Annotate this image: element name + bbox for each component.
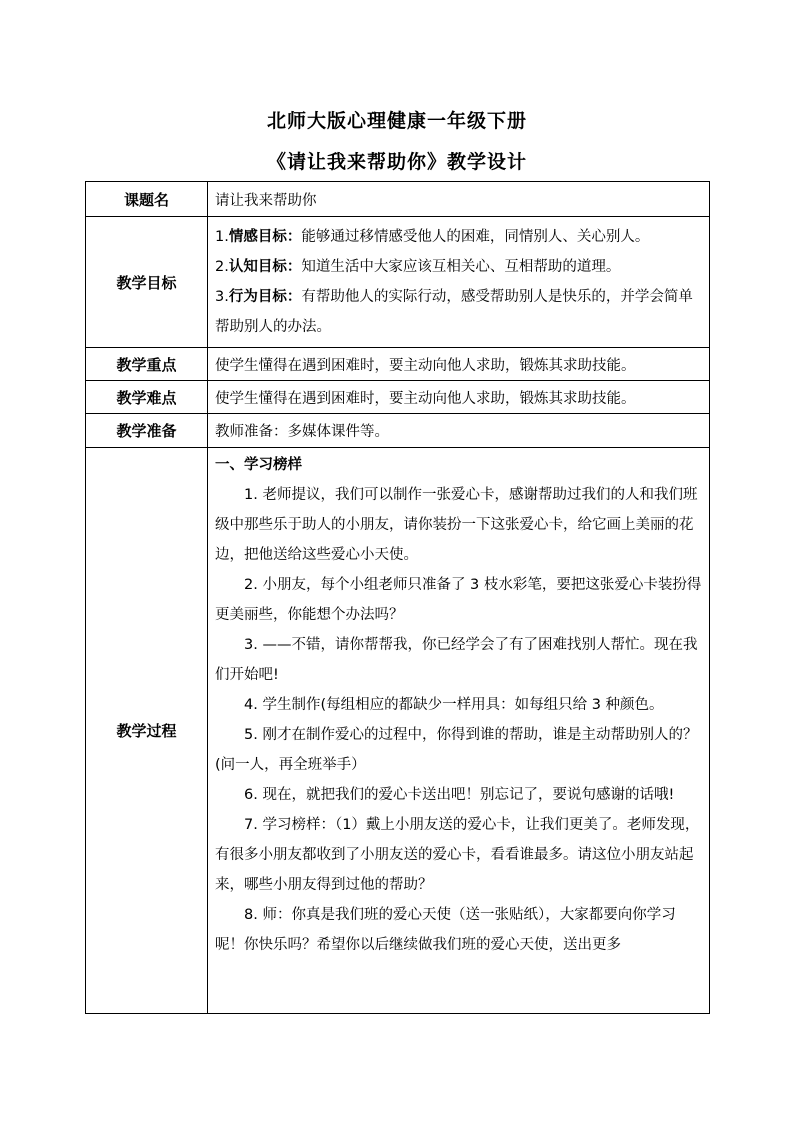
process-step: 2. 小朋友，每个小组老师只准备了 3 枝水彩笔，要把这张爱心卡装扮得更美丽些，你能想个办法吗？ — [215, 577, 702, 623]
table-row-topic — [86, 182, 710, 217]
key-point-value: 使学生懂得在遇到困难时，要主动向他人求助，锻炼其求助技能。 — [208, 348, 710, 381]
goal-number: 3. — [215, 289, 229, 305]
process-step: 6. 现在，就把我们的爱心卡送出吧！别忘记了，要说句感谢的话哦! — [244, 787, 675, 803]
goal-text: 能够通过移情感受他人的困难，同情别人、关心别人。 — [301, 229, 650, 245]
goal-number: 2. — [215, 259, 229, 275]
document-subtitle: 《请让我来帮助你》教学设计 — [266, 151, 527, 173]
goal-number: 1. — [215, 229, 229, 245]
row-label-difficulty: 教学难点 — [86, 381, 208, 414]
row-label-goals: 教学目标 — [86, 217, 208, 348]
process-step: 4. 学生制作(每组相应的都缺少一样用具：如每组只给 3 种颜色。 — [244, 697, 664, 713]
table-row-difficulty — [86, 381, 710, 414]
goal-heading: 认知目标： — [228, 259, 302, 275]
goal-text: 知道生活中大家应该互相关心、互相帮助的道理。 — [301, 259, 621, 275]
goal-item — [215, 282, 703, 342]
goal-item — [215, 252, 703, 282]
document-title: 北师大版心理健康一年级下册 — [266, 110, 527, 132]
section-heading: 一、学习榜样 — [215, 457, 302, 473]
table-row-key-point — [86, 348, 710, 381]
process-step: 1. 老师提议，我们可以制作一张爱心卡，感谢帮助过我们的人和我们班级中那些乐于助人的小朋友，请你装扮一下这张爱心卡，给它画上美丽的花边，把他送给这些爱心小天使。 — [215, 487, 698, 563]
goal-heading: 行为目标： — [228, 289, 302, 305]
process-cell — [208, 448, 710, 1014]
table-row-process — [86, 448, 710, 1014]
row-label-process: 教学过程 — [86, 448, 208, 1014]
difficulty-value: 使学生懂得在遇到困难时，要主动向他人求助，锻炼其求助技能。 — [208, 381, 710, 414]
process-step: 3. ——不错，请你帮帮我，你已经学会了有了困难找别人帮忙。现在我们开始吧! — [215, 637, 698, 683]
table-row-preparation — [86, 414, 710, 448]
row-label-key-point: 教学重点 — [86, 348, 208, 381]
lesson-plan-table — [85, 181, 710, 1014]
goal-text: 有帮助他人的实际行动，感受帮助别人是快乐的，并学会简单帮助别人的办法。 — [215, 289, 693, 335]
goals-cell — [208, 217, 710, 348]
process-step: 5. 刚才在制作爱心的过程中，你得到谁的帮助，谁是主动帮助别人的？(问一人，再全班举手） — [215, 727, 698, 773]
goal-item — [215, 222, 703, 252]
row-label-topic: 课题名 — [86, 182, 208, 217]
preparation-value: 教师准备：多媒体课件等。 — [208, 414, 710, 448]
process-step: 8. 师：你真是我们班的爱心天使（送一张贴纸），大家都要向你学习呢！你快乐吗？希望你以后继续做我们班的爱心天使，送出更多 — [215, 907, 676, 953]
goal-heading: 情感目标： — [228, 229, 302, 245]
row-label-preparation: 教学准备 — [86, 414, 208, 448]
table-row-goals — [86, 217, 710, 348]
process-step: 7. 学习榜样：（1）戴上小朋友送的爱心卡，让我们更美了。老师发现，有很多小朋友都收到了小朋友送的爱心卡，看看谁最多。请这位小朋友站起来，哪些小朋友得到过他的帮助？ — [215, 817, 700, 893]
topic-value: 请让我来帮助你 — [208, 182, 710, 217]
